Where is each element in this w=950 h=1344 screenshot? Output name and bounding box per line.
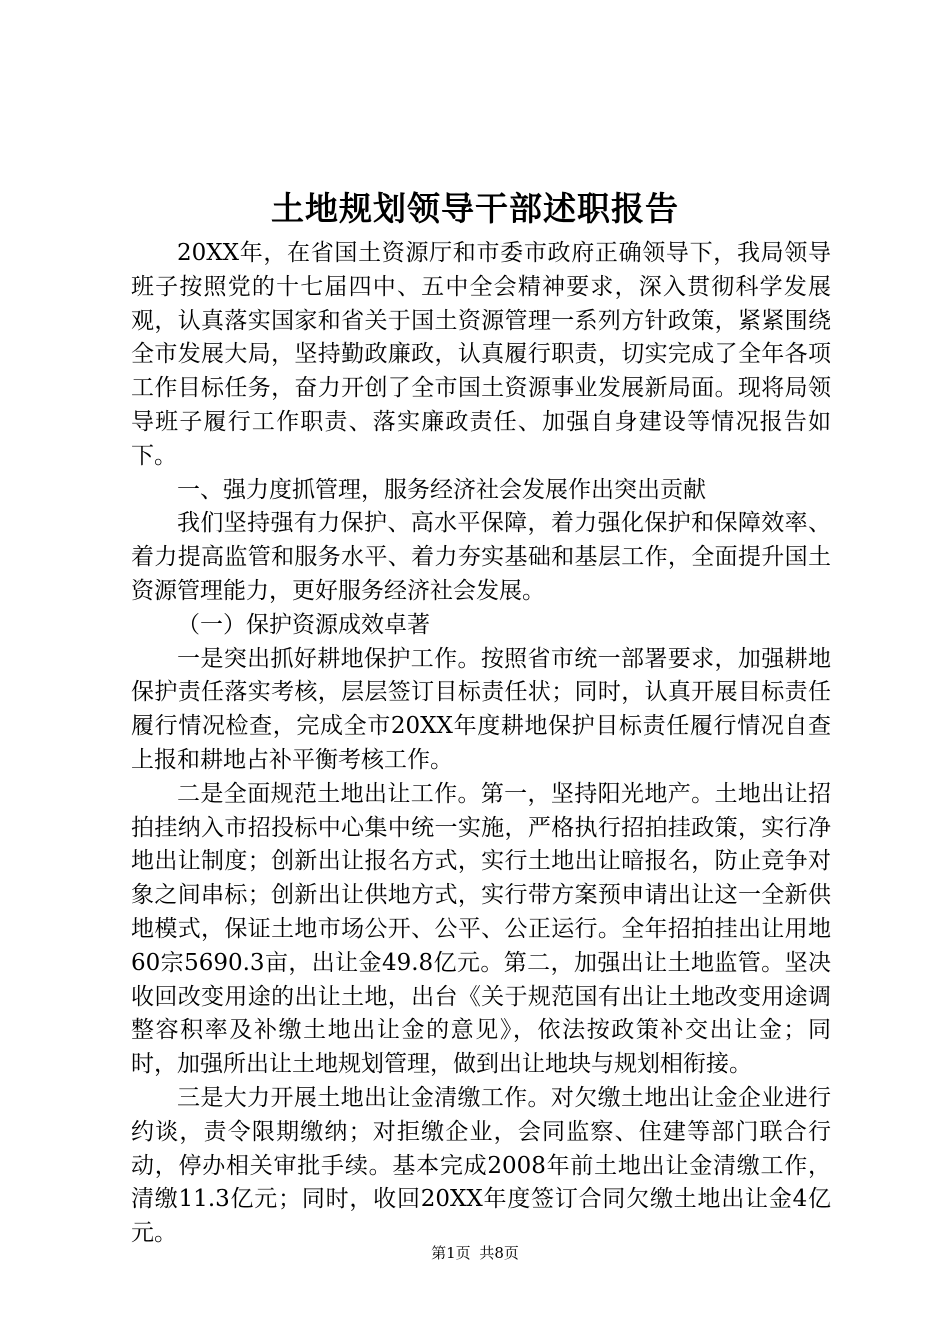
paragraph-section-1-summary: 我们坚持强有力保护、高水平保障，着力强化保护和保障效率、着力提高监管和服务水平、着力夯实基础和基层工作，全面提升国土资源管理能力，更好服务经济社会发展。 (131, 510, 831, 604)
paragraph-land-transfer: 二是全面规范土地出让工作。第一，坚持阳光地产。土地出让招拍挂纳入市招投标中心集中统一实施，严格执行招拍挂政策，实行净地出让制度；创新出让报名方式，实行土地出让暗报名，防止竞争对象之间串标；创新出让供地方式，实行带方案预申请出让这一全新供地模式，保证土地市场公开、公平、公正运行。全年招拍挂出让用地60宗5690.3亩，出让金49.8亿元。第二，加强出让土地监管。坚决收回改变用途的出让土地，出台《关于规范国有出让土地改变用途调整容积率及补缴土地出让金的意见》，依法按政策补交出让金；同时，加强所出让土地规划管理，做到出让地块与规划相衔接。 (131, 780, 831, 1078)
page-footer (0, 1243, 950, 1263)
paragraph-fee-collection: 三是大力开展土地出让金清缴工作。对欠缴土地出让金企业进行约谈，责令限期缴纳；对拒缴企业，会同监察、住建等部门联合行动，停办相关审批手续。基本完成2008年前土地出让金清缴工作，清缴11.3亿元；同时，收回20XX年度签订合同欠缴土地出让金4亿元。 (131, 1084, 831, 1247)
section-heading-1: 一、强力度抓管理，服务经济社会发展作出突出贡献 (177, 476, 706, 503)
document-body (131, 237, 831, 1251)
paragraph-intro: 20XX年，在省国土资源厅和市委市政府正确领导下，我局领导班子按照党的十七届四中、五中全会精神要求，深入贯彻科学发展观，认真落实国家和省关于国土资源管理一系列方针政策，紧紧围绕全市发展大局，坚持勤政廉政，认真履行职责，切实完成了全年各项工作目标任务，奋力开创了全市国土资源事业发展新局面。现将局领导班子履行工作职责、落实廉政责任、加强自身建设等情况报告如下。 (131, 240, 831, 469)
page-number: 第1页 (431, 1244, 471, 1262)
subsection-heading-1: （一）保护资源成效卓著 (177, 611, 430, 638)
paragraph-farmland-protection: 一是突出抓好耕地保护工作。按照省市统一部署要求，加强耕地保护责任落实考核，层层签订目标责任状；同时，认真开展目标责任履行情况检查，完成全市20XX年度耕地保护目标责任履行情况自查上报和耕地占补平衡考核工作。 (131, 645, 831, 773)
page-total: 共8页 (479, 1244, 519, 1262)
document-title: 土地规划领导干部述职报告 (271, 189, 679, 228)
